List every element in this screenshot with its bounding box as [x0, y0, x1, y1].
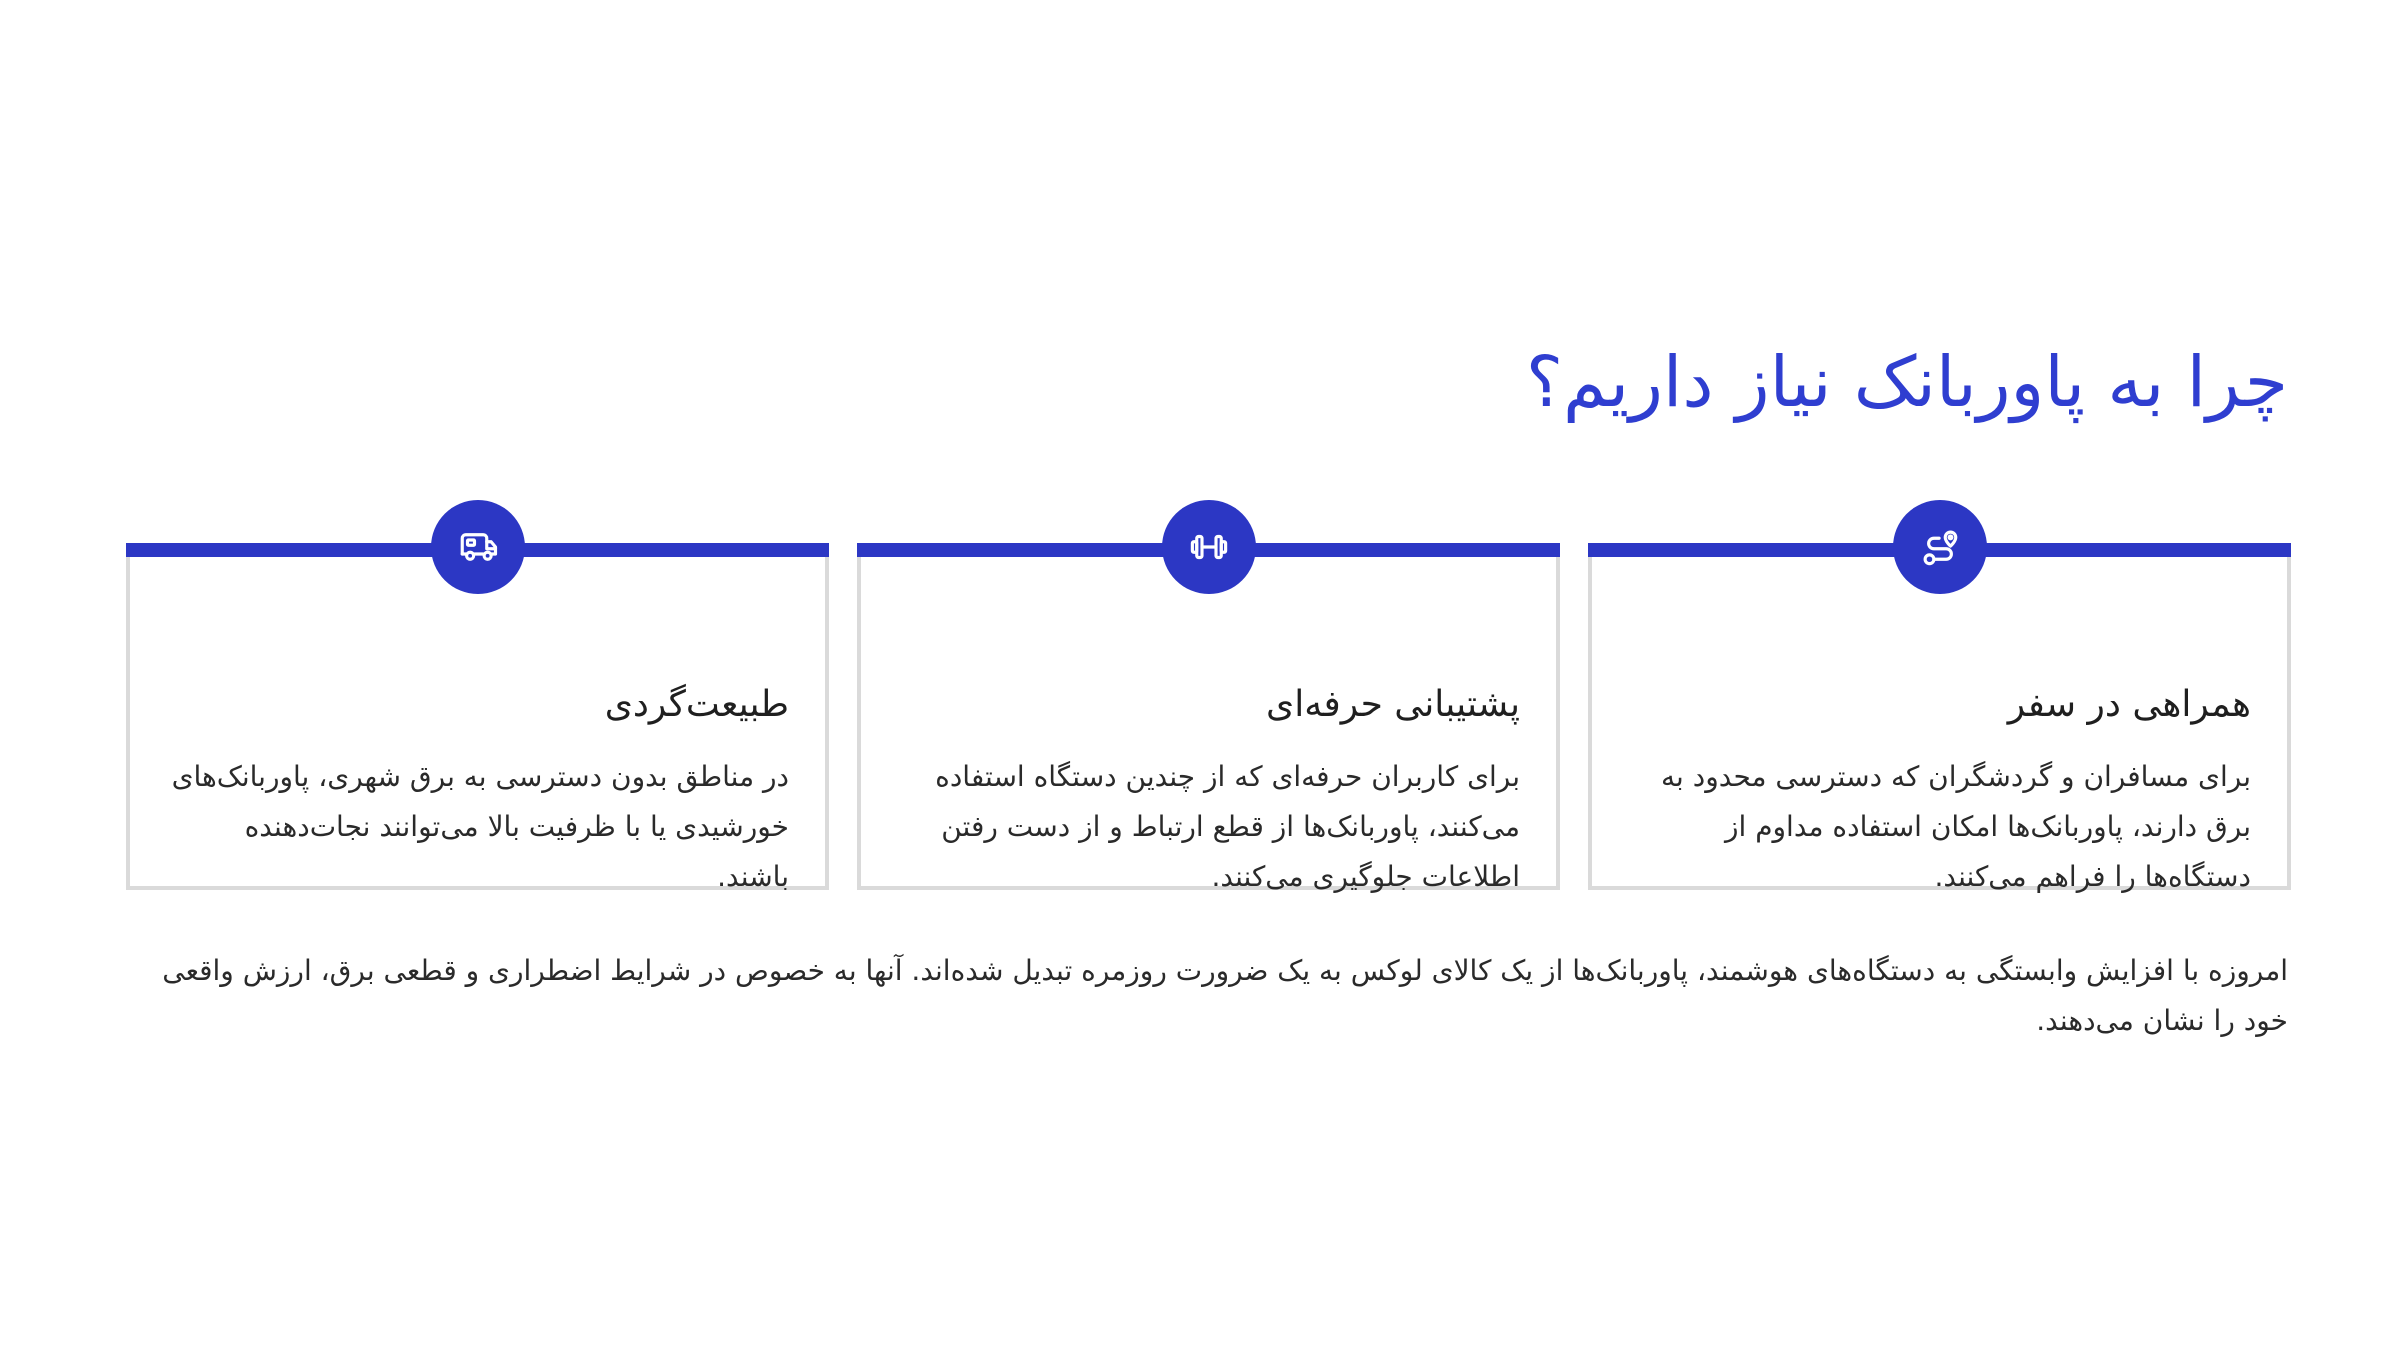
page-title: چرا به پاوربانک نیاز داریم؟ — [1525, 341, 2288, 423]
card-body — [857, 557, 1560, 893]
card-text: برای کاربران حرفه‌ای که از چندین دستگاه استفاده می‌کنند، پاوربانک‌ها از قطع ارتباط و از دست رفتن اطلاعات جلوگیری می‌کنند. — [935, 760, 1520, 893]
card-title: طبیعت‌گردی — [604, 684, 789, 725]
summary-paragraph: امروزه با افزایش وابستگی به دستگاه‌های هوشمند، پاوربانک‌ها از یک کالای لوکس به یک ضرورت روزمره تبدیل شده‌اند. آنها به خصوص در شرایط اضطراری و قطعی برق، ارزش واقعی خود را نشان می‌دهند. — [162, 954, 2288, 1037]
card-text: برای مسافران و گردشگران که دسترسی محدود به برق دارند، پاوربانک‌ها امکان استفاده مداوم از دستگاه‌ها را فراهم می‌کنند. — [1661, 760, 2251, 893]
feature-card-travel — [1588, 500, 2291, 893]
feature-cards — [0, 500, 2400, 893]
card-title: همراهی در سفر — [2007, 684, 2251, 725]
card-body — [1588, 557, 2291, 893]
feature-card-professional — [857, 500, 1560, 893]
feature-card-nature — [126, 500, 829, 893]
camper-van-icon — [431, 500, 525, 594]
card-text: در مناطق بدون دسترسی به برق شهری، پاوربانک‌های خورشیدی یا با ظرفیت بالا می‌توانند نجات‌دهنده باشند. — [171, 760, 789, 893]
route-icon — [1893, 500, 1987, 594]
card-body — [126, 557, 829, 893]
dumbbell-icon — [1162, 500, 1256, 594]
card-title: پشتیبانی حرفه‌ای — [1266, 684, 1520, 725]
